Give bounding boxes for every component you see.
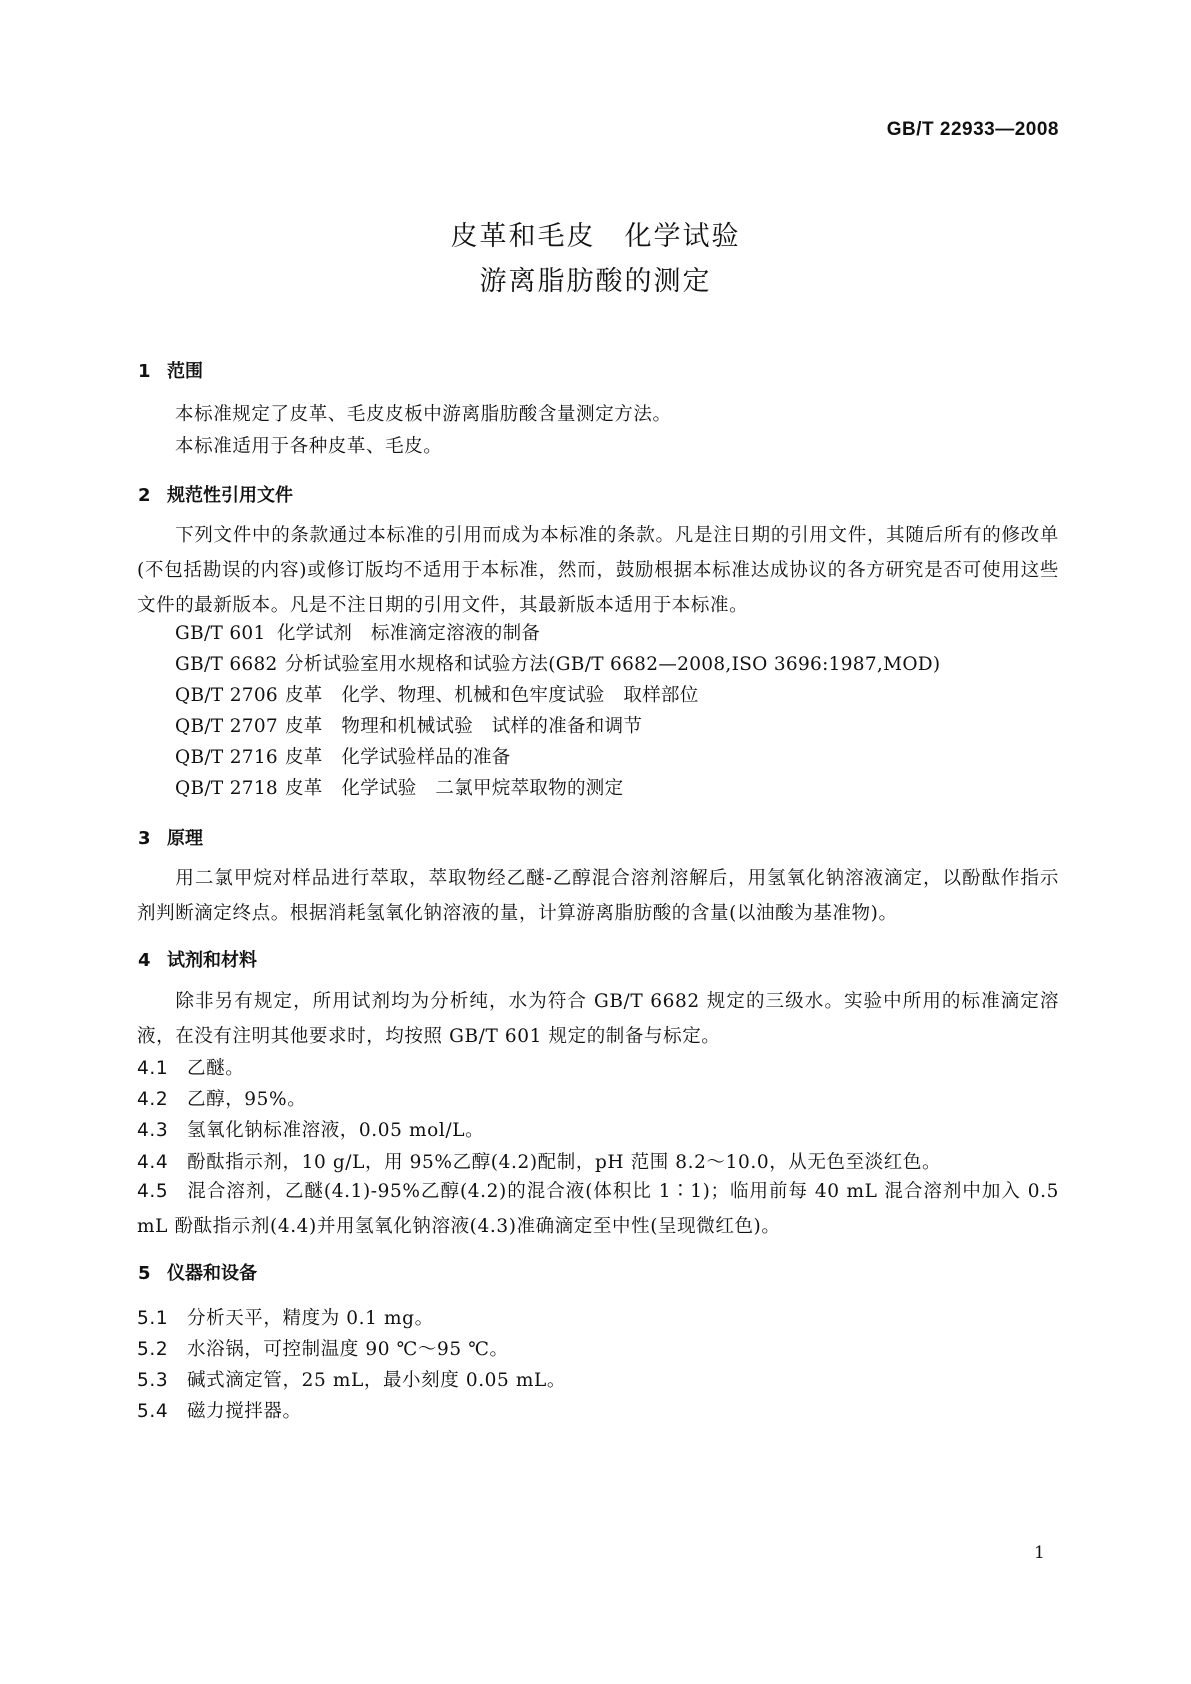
reference-title: 分析试验室用水规格和试验方法(GB/T 6682—2008,ISO 3696:1987,MOD)	[285, 654, 941, 675]
section-title: 仪器和设备	[167, 1263, 257, 1284]
section-4-intro	[137, 984, 1059, 1054]
equipment-item	[137, 1335, 509, 1361]
reference-code: GB/T 601	[175, 623, 266, 644]
item-number: 4.3	[137, 1120, 169, 1141]
item-text: 水浴锅，可控制温度 90 ℃～95 ℃。	[187, 1339, 509, 1360]
equipment-item	[137, 1397, 302, 1423]
section-1-paragraph-2: 本标准适用于各种皮革、毛皮。	[175, 436, 443, 457]
item-number: 4.1	[137, 1058, 169, 1079]
item-number: 4.2	[137, 1089, 169, 1110]
doc-title-line1: 皮革和毛皮 化学试验	[450, 221, 741, 252]
reference-item	[175, 619, 540, 645]
item-number: 5.1	[137, 1308, 169, 1329]
item-number: 5.3	[137, 1370, 169, 1391]
reference-item	[175, 681, 699, 707]
item-text: 乙醚。	[187, 1058, 245, 1079]
item-text: 碱式滴定管，25 mL，最小刻度 0.05 mL。	[187, 1370, 567, 1391]
equipment-item	[137, 1366, 566, 1392]
reference-item	[175, 650, 940, 676]
reagent-item	[137, 1054, 244, 1080]
item-text: 乙醇，95%。	[187, 1089, 307, 1110]
section-number: 5	[138, 1263, 151, 1284]
section-title: 原理	[167, 828, 203, 849]
principle-text: 用二氯甲烷对样品进行萃取，萃取物经乙醚-乙醇混合溶剂溶解后，用氢氧化钠溶液滴定，以酚酞作指示剂判断滴定终点。根据消耗氢氧化钠溶液的量，计算游离脂肪酸的含量(以油酸为基准物)。	[137, 868, 1059, 924]
reference-title: 皮革 化学、物理、机械和色牢度试验 取样部位	[285, 685, 699, 706]
section-1-heading	[138, 357, 203, 383]
section-number: 3	[138, 828, 151, 849]
reference-item	[175, 774, 623, 800]
equipment-item	[137, 1304, 434, 1330]
intro-text: 除非另有规定，所用试剂均为分析纯，水为符合 GB/T 6682 规定的三级水。实验中所用的标准滴定溶液，在没有注明其他要求时，均按照 GB/T 601 规定的制备与标定。	[137, 991, 1059, 1047]
reference-item	[175, 743, 511, 769]
reference-title: 皮革 物理和机械试验 试样的准备和调节	[285, 716, 643, 737]
section-3-paragraph	[137, 861, 1059, 931]
item-text: 磁力搅拌器。	[187, 1401, 302, 1422]
reference-code: QB/T 2707	[175, 716, 278, 737]
reference-code: GB/T 6682	[175, 654, 278, 675]
item-text: 氢氧化钠标准溶液，0.05 mol/L。	[187, 1120, 485, 1141]
standard-code: GB/T 22933—2008	[886, 119, 1059, 140]
item-text: 酚酞指示剂，10 g/L，用 95%乙醇(4.2)配制，pH 范围 8.2～10.0，从无色至淡红色。	[187, 1152, 942, 1173]
reagent-item	[137, 1085, 306, 1111]
reference-code: QB/T 2716	[175, 747, 278, 768]
section-4-heading	[138, 946, 257, 972]
reference-title: 化学试剂 标准滴定溶液的制备	[277, 623, 541, 644]
section-1-paragraph-1: 本标准规定了皮革、毛皮皮板中游离脂肪酸含量测定方法。	[175, 404, 672, 425]
reference-item	[175, 712, 642, 738]
item-number: 5.2	[137, 1339, 169, 1360]
section-number: 4	[138, 950, 151, 971]
reference-code: QB/T 2706	[175, 685, 278, 706]
reference-title: 皮革 化学试验样品的准备	[285, 747, 511, 768]
section-3-heading	[138, 824, 203, 850]
item-number: 4.4	[137, 1152, 169, 1173]
reagent-item	[137, 1174, 1059, 1244]
section-title: 规范性引用文件	[167, 485, 293, 506]
section-title: 范围	[167, 361, 203, 382]
reagent-item	[137, 1116, 484, 1142]
page-number: 1	[1034, 1543, 1045, 1563]
intro-text: 下列文件中的条款通过本标准的引用而成为本标准的条款。凡是注日期的引用文件，其随后所有的修改单(不包括勘误的内容)或修订版均不适用于本标准，然而，鼓励根据本标准达成协议的各方研究是否可使用这些文件的最新版本。凡是不注日期的引用文件，其最新版本适用于本标准。	[137, 525, 1059, 616]
doc-title-line2: 游离脂肪酸的测定	[479, 266, 712, 297]
section-title: 试剂和材料	[167, 950, 257, 971]
reagent-item	[137, 1148, 941, 1174]
section-number: 1	[138, 361, 151, 382]
item-text: 分析天平，精度为 0.1 mg。	[187, 1308, 434, 1329]
section-2-heading	[138, 481, 293, 507]
reference-title: 皮革 化学试验 二氯甲烷萃取物的测定	[285, 778, 624, 799]
section-5-heading	[138, 1259, 257, 1285]
item-number: 5.4	[137, 1401, 169, 1422]
item-number: 4.5	[137, 1181, 169, 1202]
section-number: 2	[138, 485, 151, 506]
section-2-intro	[137, 518, 1059, 623]
reference-code: QB/T 2718	[175, 778, 278, 799]
item-text: 混合溶剂，乙醚(4.1)-95%乙醇(4.2)的混合液(体积比 1∶1)；临用前每 40 mL 混合溶剂中加入 0.5 mL 酚酞指示剂(4.4)并用氢氧化钠溶液(4.3)准确滴定至中性(呈现微红色)。	[137, 1181, 1059, 1237]
